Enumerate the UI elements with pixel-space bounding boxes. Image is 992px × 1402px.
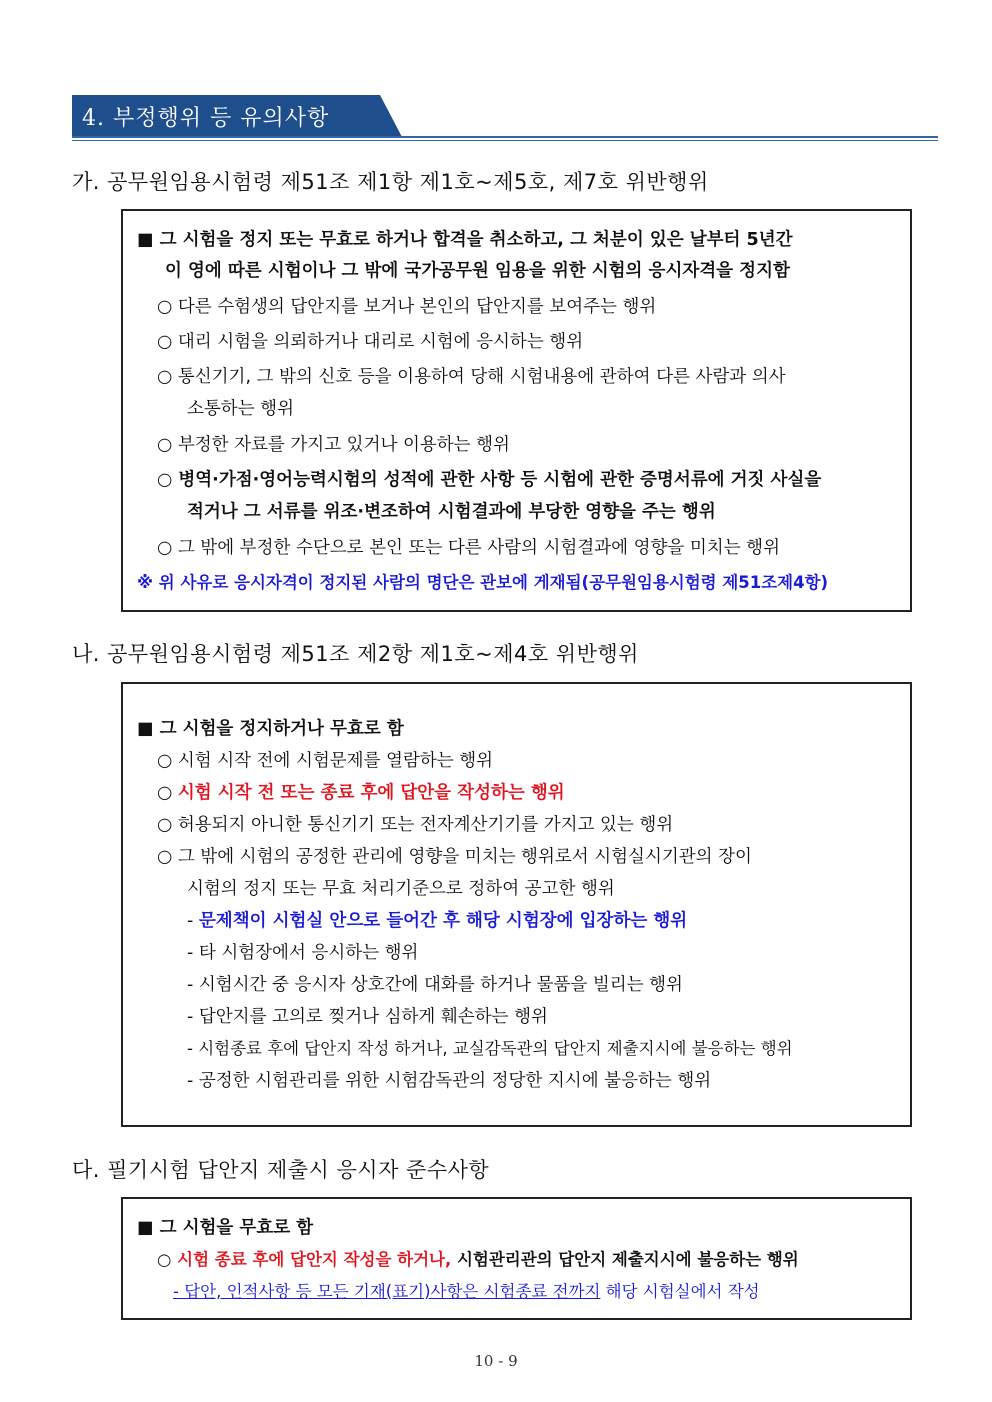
da-item-1 xyxy=(157,1249,799,1271)
na-sub-3: - 시험시간 중 응시자 상호간에 대화를 하거나 물품을 빌리는 행위 xyxy=(187,975,683,995)
da-item-1-rest: 시험관리관의 답안지 제출지시에 불응하는 행위 xyxy=(451,1250,799,1269)
na-item-3: ○ 허용되지 아니한 통신기기 또는 전자계산기기를 가지고 있는 행위 xyxy=(157,815,674,835)
na-item-2 xyxy=(157,782,565,804)
section-tab xyxy=(72,95,402,137)
box-na xyxy=(121,682,912,1127)
ga-item-3b: 소통하는 행위 xyxy=(187,399,294,419)
na-sub-2: - 타 시험장에서 응시하는 행위 xyxy=(187,943,419,963)
na-item-4b: 시험의 정지 또는 무효 처리기준으로 정하여 공고한 행위 xyxy=(187,879,615,899)
da-main: ■ 그 시험을 무효로 함 xyxy=(137,1218,314,1238)
ga-item-1: ○ 다른 수험생의 답안지를 보거나 본인의 답안지를 보여주는 행위 xyxy=(157,297,657,317)
na-item-1: ○ 시험 시작 전에 시험문제를 열람하는 행위 xyxy=(157,751,494,771)
box-ga xyxy=(121,209,912,612)
na-sub-1 xyxy=(187,910,687,932)
da-sub-1-rest: 해당 시험실에서 작성 xyxy=(600,1282,760,1301)
na-main: ■ 그 시험을 정지하거나 무효로 함 xyxy=(137,719,404,739)
na-sub-1-text: 문제책이 시험실 안으로 들어간 후 해당 시험장에 입장하는 행위 xyxy=(198,911,688,931)
ga-item-4: ○ 부정한 자료를 가지고 있거나 이용하는 행위 xyxy=(157,435,510,455)
section-rule xyxy=(72,136,938,138)
heading-na: 나. 공무원임용시험령 제51조 제2항 제1호~제4호 위반행위 xyxy=(72,642,639,666)
ga-item-3a: ○ 통신기기, 그 밖의 신호 등을 이용하여 당해 시험내용에 관하여 다른 사람과 의사 xyxy=(157,367,786,387)
heading-da: 다. 필기시험 답안지 제출시 응시자 준수사항 xyxy=(72,1158,490,1182)
da-sub-1 xyxy=(173,1281,760,1303)
na-sub-6: - 공정한 시험관리를 위한 시험감독관의 정당한 지시에 불응하는 행위 xyxy=(187,1071,712,1091)
na-item-2-bullet: ○ xyxy=(157,783,178,803)
ga-note: ※ 위 사유로 응시자격이 정지된 사람의 명단은 관보에 게재됨(공무원임용시험령 제51조제4항) xyxy=(137,573,829,592)
na-sub-5: - 시험종료 후에 답안지 작성 하거나, 교실감독관의 답안지 제출지시에 불응하는 행위 xyxy=(187,1039,793,1058)
section-title: 4. 부정행위 등 유의사항 xyxy=(82,106,330,131)
ga-main-line-2: 이 영에 따른 시험이나 그 밖에 국가공무원 임용을 위한 시험의 응시자격을 정지함 xyxy=(165,261,790,281)
na-item-2-text: 시험 시작 전 또는 종료 후에 답안을 작성하는 행위 xyxy=(177,783,565,803)
ga-item-2: ○ 대리 시험을 의뢰하거나 대리로 시험에 응시하는 행위 xyxy=(157,332,584,352)
box-da xyxy=(121,1197,912,1320)
na-sub-1-dash: - xyxy=(187,911,199,931)
ga-item-6: ○ 그 밖에 부정한 수단으로 본인 또는 다른 사람의 시험결과에 영향을 미치는 행위 xyxy=(157,538,780,558)
page-number: 10 - 9 xyxy=(474,1352,518,1370)
da-item-1-red: 시험 종료 후에 답안지 작성을 하거나, xyxy=(177,1250,452,1269)
na-sub-4: - 답안지를 고의로 찢거나 심하게 훼손하는 행위 xyxy=(187,1007,548,1027)
ga-item-5b: 적거나 그 서류를 위조·변조하여 시험결과에 부당한 영향을 주는 행위 xyxy=(187,502,716,522)
ga-main-line-1: ■ 그 시험을 정지 또는 무효로 하거나 합격을 취소하고, 그 처분이 있은 날부터 5년간 xyxy=(137,230,793,250)
heading-ga: 가. 공무원임용시험령 제51조 제1항 제1호~제5호, 제7호 위반행위 xyxy=(72,170,709,194)
da-sub-1-underlined: - 답안, 인적사항 등 모든 기재(표기)사항은 시험종료 전까지 xyxy=(173,1282,601,1301)
section-rule-thin xyxy=(72,140,938,141)
da-item-1-bullet: ○ xyxy=(157,1250,178,1269)
ga-item-5a: ○ 병역·가점·영어능력시험의 성적에 관한 사항 등 시험에 관한 증명서류에 거짓 사실을 xyxy=(157,470,822,490)
na-item-4a: ○ 그 밖에 시험의 공정한 관리에 영향을 미치는 행위로서 시험실시기관의 장이 xyxy=(157,847,752,867)
